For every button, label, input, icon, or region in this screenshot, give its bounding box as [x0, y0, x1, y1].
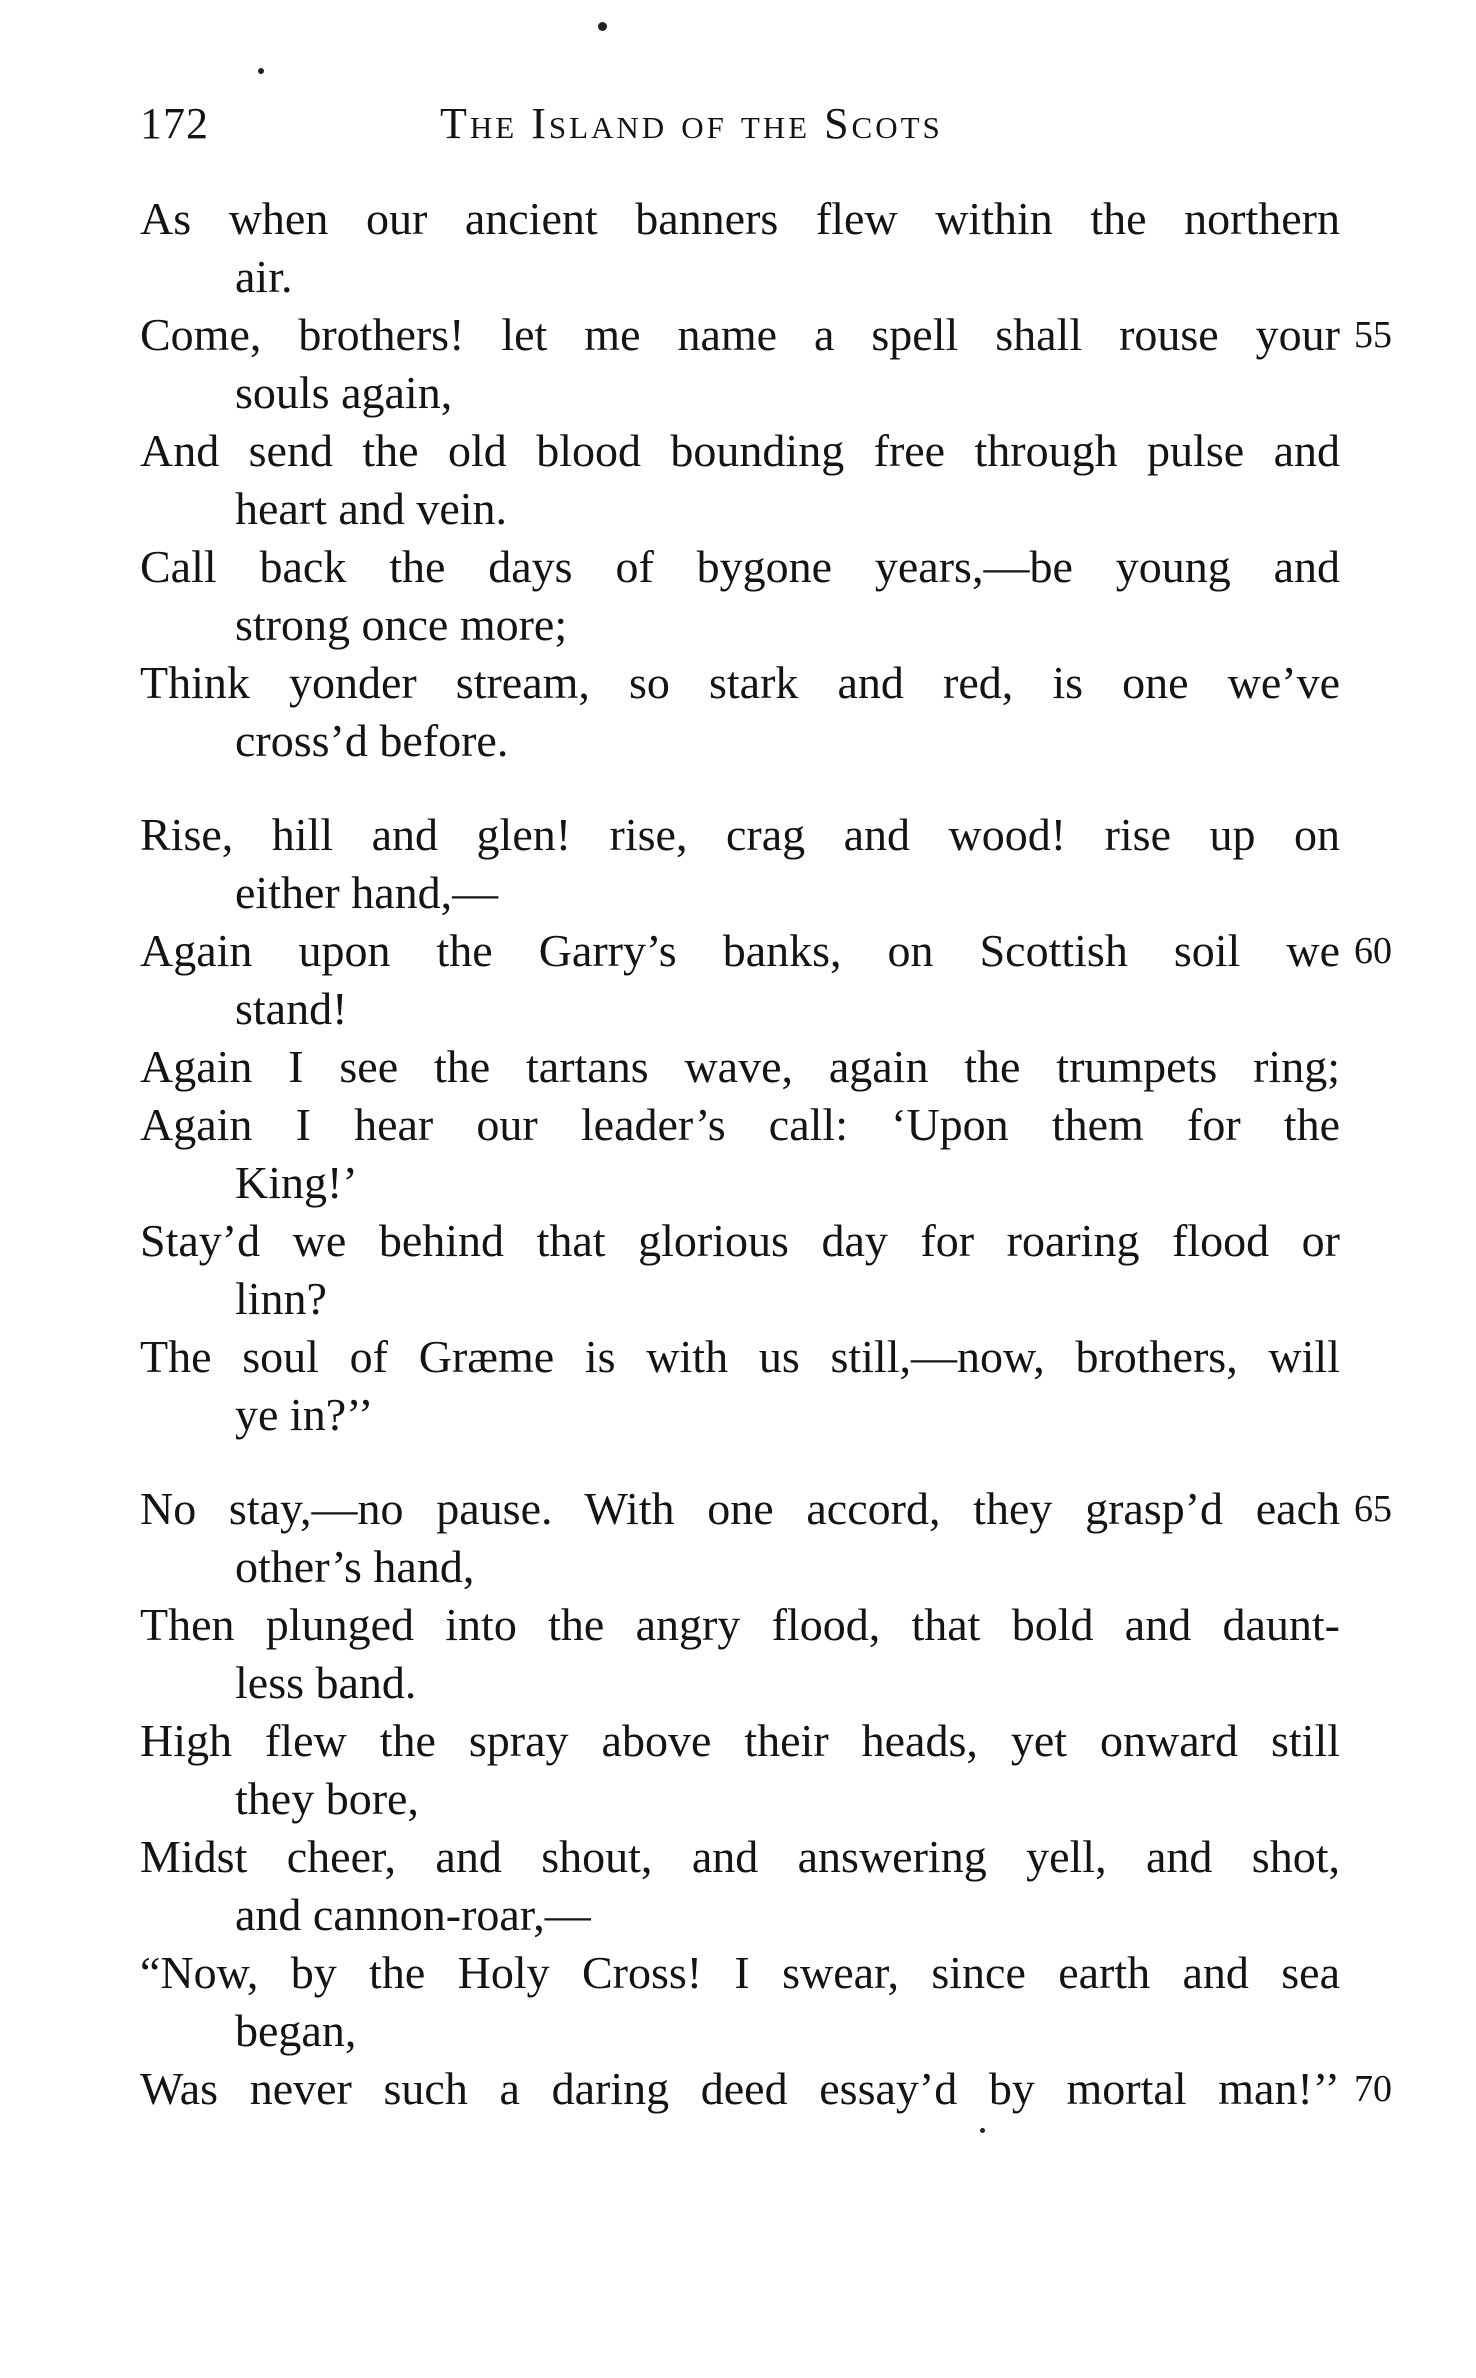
- poem-body: [140, 190, 1392, 2154]
- verse-text: [140, 1038, 1340, 1096]
- verse-continuation: and cannon-roar,—: [235, 1889, 591, 1940]
- line-number: 60: [1354, 930, 1392, 972]
- verse-text: [140, 1828, 1340, 1944]
- verse-continuation: began,: [235, 2005, 357, 2056]
- verse-first-line: Midst cheer, and shout, and answering yell, and shot,: [140, 1831, 1340, 1882]
- ink-speck: [980, 2128, 985, 2133]
- verse-line: [140, 1038, 1340, 1096]
- verse-first-line: Then plunged into the angry flood, that bold and daunt-: [140, 1599, 1340, 1650]
- verse-continuation: linn?: [235, 1273, 327, 1324]
- verse-line: [140, 1328, 1340, 1444]
- verse-line: [140, 1828, 1340, 1944]
- verse-first-line: Again upon the Garry’s banks, on Scottish soil we: [140, 925, 1340, 976]
- verse-first-line: Again I hear our leader’s call: ‘Upon them for the: [140, 1099, 1340, 1150]
- verse-continuation: other’s hand,: [235, 1541, 475, 1592]
- verse-continuation: air.: [235, 251, 293, 302]
- verse-continuation: cross’d before.: [235, 715, 509, 766]
- verse-text: [140, 806, 1340, 922]
- verse-line: [140, 190, 1340, 306]
- verse-continuation: ye in?’’: [235, 1389, 374, 1440]
- verse-text: [140, 922, 1340, 1038]
- verse-first-line: Think yonder stream, so stark and red, is one we’ve: [140, 657, 1340, 708]
- running-title: The Island of the Scots: [440, 99, 943, 148]
- verse-first-line: High flew the spray above their heads, yet onward still: [140, 1715, 1340, 1766]
- verse-text: [140, 1212, 1340, 1328]
- verse-first-line: Come, brothers! let me name a spell shall rouse your: [140, 309, 1340, 360]
- verse-first-line: Call back the days of bygone years,—be young and: [140, 541, 1340, 592]
- verse-line: [140, 1480, 1392, 1596]
- line-number: 65: [1354, 1488, 1392, 1530]
- verse-text: [140, 654, 1340, 770]
- verse-continuation: less band.: [235, 1657, 417, 1708]
- verse-continuation: they bore,: [235, 1773, 419, 1824]
- verse-line: [140, 922, 1392, 1038]
- verse-text: [140, 1328, 1340, 1444]
- verse-first-line: As when our ancient banners flew within the northern: [140, 193, 1340, 244]
- verse-first-line: Again I see the tartans wave, again the trumpets ring;: [140, 1041, 1340, 1092]
- verse-line: [140, 1712, 1340, 1828]
- verse-continuation: strong once more;: [235, 599, 568, 650]
- verse-line: [140, 2060, 1392, 2118]
- verse-text: [140, 2060, 1340, 2118]
- verse-line: [140, 1212, 1340, 1328]
- verse-continuation: heart and vein.: [235, 483, 508, 534]
- verse-text: [140, 538, 1340, 654]
- verse-text: [140, 190, 1340, 306]
- verse-first-line: The soul of Græme is with us still,—now, brothers, will: [140, 1331, 1340, 1382]
- verse-text: [140, 306, 1340, 422]
- verse-line: [140, 422, 1340, 538]
- stanza: [140, 806, 1392, 1444]
- verse-line: [140, 654, 1340, 770]
- verse-first-line: And send the old blood bounding free through pulse and: [140, 425, 1340, 476]
- line-number: 70: [1354, 2068, 1392, 2110]
- verse-text: [140, 1480, 1340, 1596]
- verse-first-line: No stay,—no pause. With one accord, they grasp’d each: [140, 1483, 1340, 1534]
- ink-speck: [598, 22, 607, 31]
- ink-speck: [258, 68, 264, 74]
- verse-text: [140, 1944, 1340, 2060]
- verse-line: [140, 1096, 1340, 1212]
- verse-text: [140, 422, 1340, 538]
- verse-continuation: either hand,—: [235, 867, 499, 918]
- verse-line: [140, 1596, 1340, 1712]
- verse-continuation: King!’: [235, 1157, 358, 1208]
- verse-first-line: Was never such a daring deed essay’d by mortal man!’’: [140, 2063, 1340, 2114]
- verse-line: [140, 1944, 1340, 2060]
- verse-continuation: stand!: [235, 983, 348, 1034]
- verse-line: [140, 538, 1340, 654]
- verse-first-line: Rise, hill and glen! rise, crag and wood! rise up on: [140, 809, 1340, 860]
- verse-text: [140, 1596, 1340, 1712]
- verse-first-line: “Now, by the Holy Cross! I swear, since earth and sea: [140, 1947, 1340, 1998]
- line-number: 55: [1354, 314, 1392, 356]
- verse-text: [140, 1712, 1340, 1828]
- verse-text: [140, 1096, 1340, 1212]
- verse-first-line: Stay’d we behind that glorious day for roaring flood or: [140, 1215, 1340, 1266]
- verse-continuation: souls again,: [235, 367, 453, 418]
- verse-line: [140, 806, 1340, 922]
- stanza: [140, 1480, 1392, 2118]
- page-header: [140, 98, 1340, 158]
- verse-line: [140, 306, 1392, 422]
- page-number: 172: [140, 99, 209, 148]
- stanza: [140, 190, 1392, 770]
